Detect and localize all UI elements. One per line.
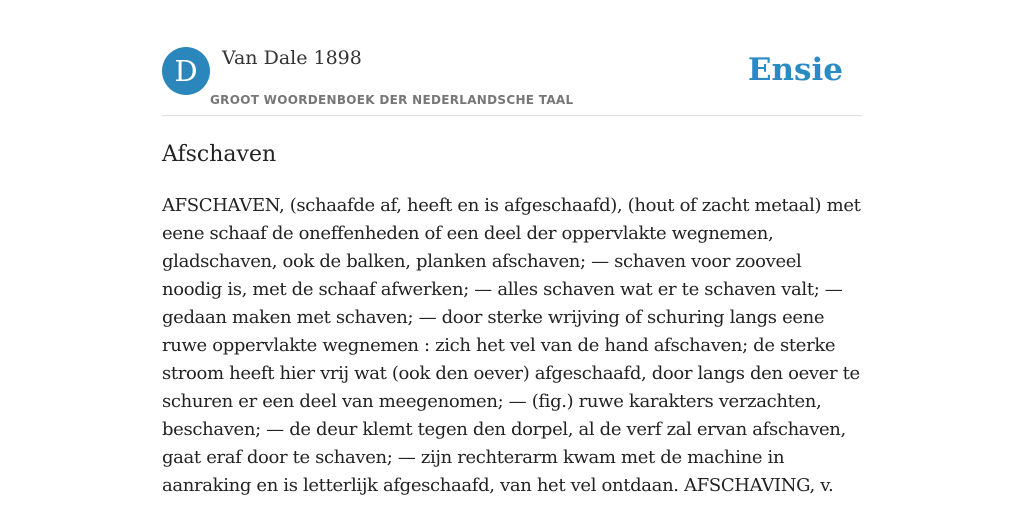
dictionary-avatar[interactable]: D bbox=[162, 47, 210, 95]
entry-headword: Afschaven bbox=[162, 142, 277, 167]
ensie-logo[interactable]: Ensie bbox=[747, 52, 843, 88]
dictionary-subtitle: GROOT WOORDENBOEK DER NEDERLANDSCHE TAAL bbox=[210, 93, 574, 107]
dictionary-header bbox=[162, 46, 862, 116]
dictionary-title[interactable]: Van Dale 1898 bbox=[222, 47, 362, 69]
entry-definition: AFSCHAVEN, (schaafde af, heeft en is afgeschaafd), (hout of zacht metaal) met eene schaaf de oneffenheden of een deel der oppervlakte wegnemen, gladschaven, ook de balken, planken afschaven; — schaven voor zooveel noodig is, met de schaaf afwerken; — alles schaven wat er te schaven valt; — gedaan maken met schaven; — door sterke wrijving of schuring langs eene ruwe oppervlakte wegnemen : zich het vel van de hand afschaven; de sterke stroom heeft hier vrij wat (ook den oever) afgeschaafd, door langs den oever te schuren er een deel van meegenomen; — (fig.) ruwe karakters verzachten, beschaven; — de deur klemt tegen den dorpel, al de verf zal ervan afschaven, gaat eraf door te schaven; — zijn rechterarm kwam met de machine in aanraking en is letterlijk afgeschaafd, van het vel ontdaan. AFSCHAVING, v. bbox=[162, 195, 861, 496]
